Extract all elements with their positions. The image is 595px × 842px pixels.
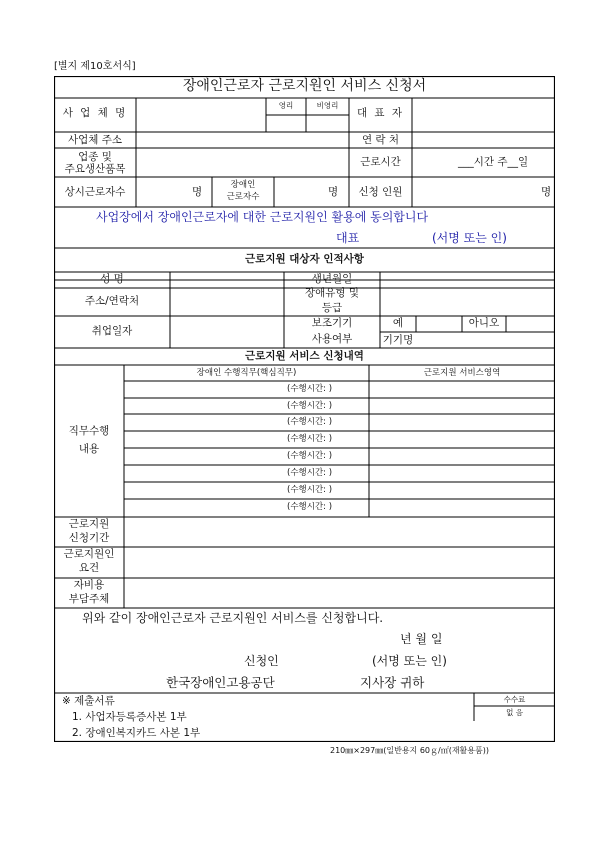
business-name-label: 사 업 체 명 xyxy=(62,107,128,119)
for-profit-label: 영리 xyxy=(278,101,294,110)
personal-info-header: 근로지원 대상자 인적사항 xyxy=(245,253,364,265)
work-time-4: (수행시간: ) xyxy=(287,434,333,444)
col-service-area: 근로지원 서비스영역 xyxy=(423,368,501,378)
industry-label-2: 주요생산품목 xyxy=(64,163,126,175)
contact-label: 연 락 처 xyxy=(361,134,400,146)
employment-date-label: 취업일자 xyxy=(91,325,133,337)
birth-label: 생년월일 xyxy=(311,273,353,285)
regular-workers-unit: 명 xyxy=(192,186,203,198)
agency-name: 한국장애인고용공단 xyxy=(166,675,275,690)
name-label: 성 명 xyxy=(100,273,124,285)
work-time-3: (수행시간: ) xyxy=(287,417,333,427)
duty-label-2: 내용 xyxy=(78,443,100,455)
self-pay-label-1: 자비용 xyxy=(73,579,105,591)
recipient-label: 지사장 귀하 xyxy=(360,675,425,690)
requirements-label-1: 근로지원인 xyxy=(63,548,115,560)
period-label-2: 신청기간 xyxy=(68,532,110,544)
regular-workers-label: 상시근로자수 xyxy=(64,186,126,198)
fee-value: 없 음 xyxy=(506,708,523,717)
consent-rep-label: 대표 xyxy=(336,231,360,245)
service-header: 근로지원 서비스 신청내역 xyxy=(245,350,364,362)
assistive-no: 아니오 xyxy=(468,317,500,329)
form-number: [별지 제10호서식] xyxy=(54,61,136,72)
consent-sign-label: (서명 또는 인) xyxy=(432,231,507,245)
duty-label-1: 직무수행 xyxy=(68,425,110,437)
industry-label-1: 업종 및 xyxy=(78,151,112,163)
applicant-sign: (서명 또는 인) xyxy=(372,654,447,668)
disability-label-1: 장애유형 및 xyxy=(304,287,360,299)
representative-label: 대 표 자 xyxy=(356,107,405,119)
applicant-label: 신청인 xyxy=(244,654,279,668)
declaration-date: 년 월 일 xyxy=(400,632,443,646)
disabled-workers-label-2: 근로자수 xyxy=(226,192,260,202)
application-form xyxy=(54,76,555,742)
work-hours-label: 근로시간 xyxy=(360,156,401,168)
assistive-yes: 예 xyxy=(392,317,404,329)
applicants-label: 신청 인원 xyxy=(358,186,403,198)
col-core-duty: 장애인 수행직무(핵심직무) xyxy=(196,368,297,378)
self-pay-label-2: 부담주체 xyxy=(68,593,110,605)
consent-text: 사업장에서 장애인근로자에 대한 근로지원인 활용에 동의합니다 xyxy=(96,210,429,224)
non-profit-label: 비영리 xyxy=(316,101,339,110)
requirements-label-2: 요건 xyxy=(78,562,100,574)
device-name-label: 기기명 xyxy=(382,334,414,346)
attachment-item-2: 2. 장애인복지카드 사본 1부 xyxy=(72,727,201,739)
address-contact-label: 주소/연락처 xyxy=(84,295,140,307)
assistive-label-2: 사용여부 xyxy=(311,333,353,345)
work-time-5: (수행시간: ) xyxy=(287,451,333,461)
address-label: 사업체 주소 xyxy=(67,134,123,146)
work-hours-value: ___시간 주__일 xyxy=(458,156,529,168)
work-time-6: (수행시간: ) xyxy=(287,468,333,478)
attachments-header: ※ 제출서류 xyxy=(62,695,115,707)
disabled-workers-label-1: 장애인 xyxy=(230,180,256,190)
applicants-unit: 명 xyxy=(541,186,552,198)
form-title: 장애인근로자 근로지원인 서비스 신청서 xyxy=(182,78,427,94)
paper-spec-note: 210㎜×297㎜(일반용지 60ｇ/㎡(재활용품)) xyxy=(330,746,489,755)
declaration-text: 위와 같이 장애인근로자 근로지원인 서비스를 신청합니다. xyxy=(82,611,384,625)
fee-label: 수수료 xyxy=(503,695,526,704)
work-time-2: (수행시간: ) xyxy=(287,401,333,411)
period-label-1: 근로지원 xyxy=(68,518,110,530)
attachment-item-1: 1. 사업자등록증사본 1부 xyxy=(72,711,187,723)
work-time-1: (수행시간: ) xyxy=(287,384,333,394)
disability-label-2: 등급 xyxy=(321,302,343,314)
work-time-8: (수행시간: ) xyxy=(287,502,333,512)
assistive-label-1: 보조기기 xyxy=(311,317,353,329)
work-time-7: (수행시간: ) xyxy=(287,485,333,495)
disabled-workers-unit: 명 xyxy=(328,186,339,198)
